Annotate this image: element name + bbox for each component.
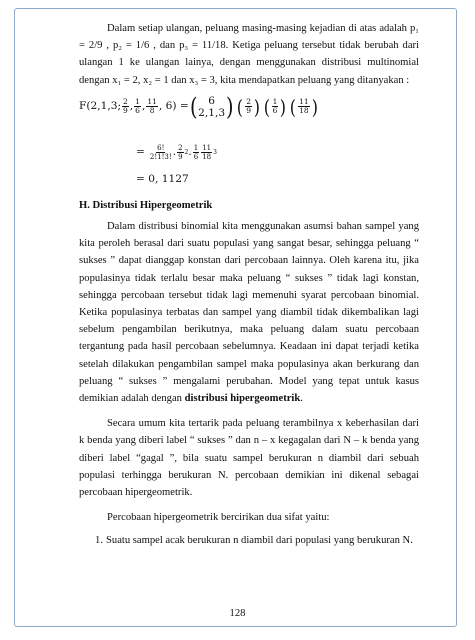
line2-frac-4: $\frac{11}{18}$ <box>202 143 212 161</box>
formula-line-1: F(2,1,3; $\frac{2}{9}$ , $\frac{1}{6}$ , $\frac{11}{8}$ , 6) = ( 6 2,1,3 ) ( $\frac{2}{9}$ ) ( $\frac{1}{6}$ ) ( $\frac{11}{18}$ ) <box>79 92 318 121</box>
lhs-frac-3: $\frac{11}{8}$ <box>147 97 157 116</box>
formula-line-2: = $\frac{6!}{2!1!3!}$ . $\frac{2}{9}$ 2 . $\frac{1}{6}$ $\frac{11}{18}$ 3 <box>136 143 217 161</box>
factor-3: ( $\frac{11}{18}$ ) <box>290 94 318 119</box>
formula-lhs-end: , 6) = <box>158 100 189 113</box>
factor-2: ( $\frac{1}{6}$ ) <box>263 94 287 119</box>
page-number: 128 <box>229 608 246 619</box>
factor-1: ( $\frac{2}{9}$ ) <box>237 94 261 119</box>
bold-term: distribusi hipergeometrik <box>184 393 301 405</box>
paragraph-properties-intro: Percobaan hipergeometrik bercirikan dua sifat yaitu: <box>107 512 330 524</box>
page-content <box>79 20 419 550</box>
line2-frac-2: $\frac{2}{9}$ <box>178 143 183 161</box>
line2-frac-1: $\frac{6!}{2!1!3!}$ <box>149 143 172 161</box>
formula-result: = 0, 1127 <box>136 172 189 185</box>
lhs-frac-1: $\frac{2}{9}$ <box>123 97 128 116</box>
multinomial-formula <box>79 89 419 189</box>
paragraph-hypergeometric-intro: Dalam distribusi binomial kita menggunakan asumsi bahan sampel yang kita peroleh berasal dari suatu populasi yang sangat besar, sehingga peluang “ sukses ” dapat dianggap konstan dari percobaan lainnya. Oleh karena itu, jika populasinya tidak terlalu besar maka peluang “ sukses ” tidak lagi konstan, sehingga percobaan tersebut tidak lagi memenuhi syarat percobaan binomial. Ketika populasinya terbatas dan sampel yang diambil tidak dikembalikan lagi sebelum pengambilan berikutnya, maka peluang dalam suatu percobaan tergantung pada hasil percobaan sebelumnya. Keadaan ini dapat terjadi ketika setelah dilakukan pengambilan sampel maka populasinya akan berkurang dan peluang “ sukses ” mengalami perubahan. Model yang tepat untuk kasus demikian adalah dengan distribusi hipergeometrik. <box>79 221 419 405</box>
line2-frac-3: $\frac{1}{6}$ <box>193 143 199 161</box>
section-heading: H. Distribusi Hipergeometrik <box>79 199 213 211</box>
binomial-coefficient: ( 6 2,1,3 ) <box>189 92 234 121</box>
paragraph-general-definition: Secara umum kita tertarik pada peluang terambilnya x keberhasilan dari k benda yang diberi label “ sukses ” dan n – x kegagalan dari N – k benda yang diberi label “gagal ”, bila suatu sampel berukuran n diambil dari sebuah populasi terhingga berukuran N. percobaan demikian ini dikenal sebagai percobaan hipergeometrik. <box>79 418 419 499</box>
paragraph-multinomial-intro: Dalam setiap ulangan, peluang masing-masing kejadian di atas adalah p₁ = 2/9 , p₂ = 1/6 , dan p₃ = 11/18. Ketiga peluang tersebut tidak berubah dari ulangan 1 ke ulangan lainya, dengan menggunakan distribusi multinomial dengan x₁ = 2, x₂ = 1 dan x₃ = 3, kita mendapatkan peluang yang ditanyakan : <box>79 23 419 86</box>
list-item: 1. Suatu sampel acak berukuran n diambil dari populasi yang berukuran N. <box>95 535 413 547</box>
formula-lhs: F(2,1,3; <box>79 100 122 113</box>
lhs-frac-2: $\frac{1}{6}$ <box>135 97 140 116</box>
